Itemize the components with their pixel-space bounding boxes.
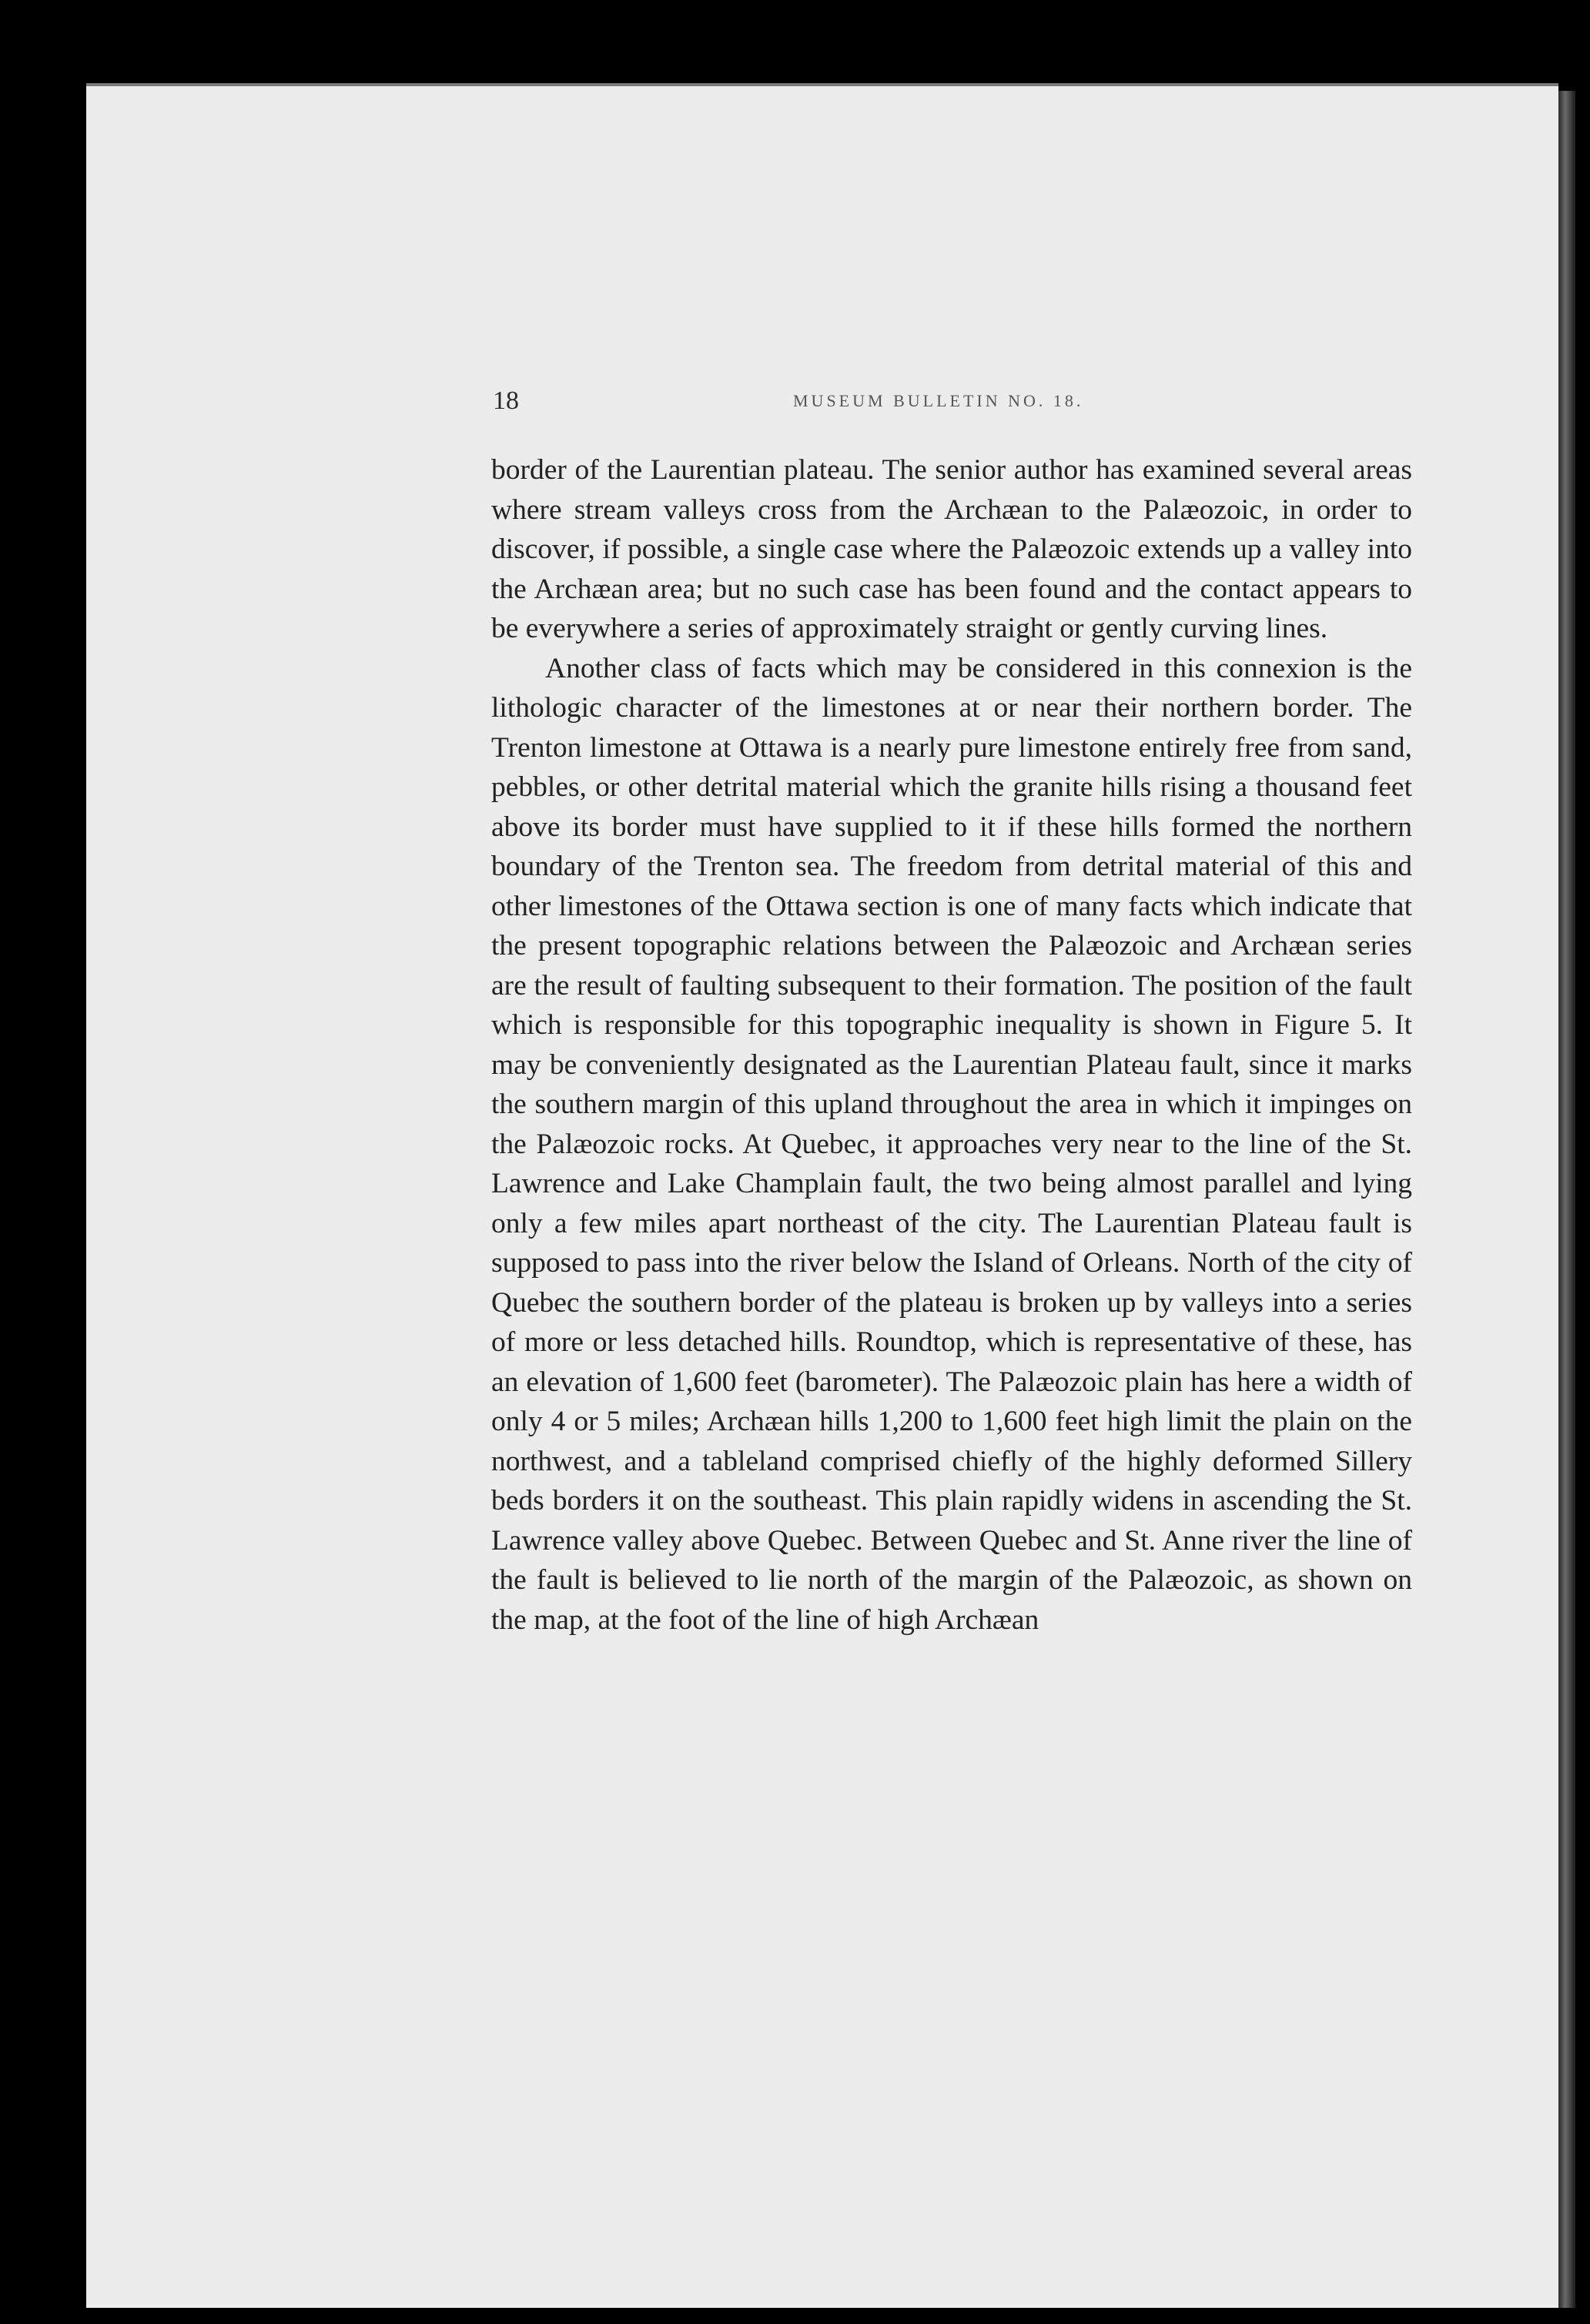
paragraph: border of the Laurentian plateau. The senior author has examined several areas where stream valleys cross from the Archæan to the Palæozoic, in order to discover, if possible, a single case where the Palæozoic extends up a valley into the Archæan area; but no such case has been found and the contact appears to be everywhere a series of approximately straight or gently curving lines. <box>491 454 1412 644</box>
page-header <box>493 386 1417 420</box>
body-text <box>491 450 1412 1640</box>
paragraph: Another class of facts which may be considered in this connexion is the lithologic character of the limestones at or near their northern border. The Trenton limestone at Ottawa is a nearly pure limestone entirely free from sand, pebbles, or other detrital material which the granite hills rising a thousand feet above its border must have supplied to it if these hills formed the northern boundary of the Trenton sea. The freedom from detrital material of this and other limestones of the Ottawa section is one of many facts which indicate that the present topographic relations between the Palæozoic and Archæan series are the result of faulting subsequent to their formation. The position of the fault which is responsible for this topographic inequality is shown in Figure 5. It may be conveniently designated as the Laurentian Plateau fault, since it marks the southern margin of this upland throughout the area in which it impinges on the Palæozoic rocks. At Quebec, it approaches very near to the line of the St. Lawrence and Lake Champlain fault, the two being almost parallel and lying only a few miles apart northeast of the city. The Laurentian Plateau fault is supposed to pass into the river below the Island of Orleans. North of the city of Quebec the southern border of the plateau is broken up by valleys into a series of more or less detached hills. Roundtop, which is representative of these, has an elevation of 1,600 feet (barometer). The Palæozoic plain has here a width of only 4 or 5 miles; Archæan hills 1,200 to 1,600 feet high limit the plain on the northwest, and a tableland comprised chiefly of the highly deformed Sillery beds borders it on the southeast. This plain rapidly widens in ascending the St. Lawrence valley above Quebec. Between Quebec and St. Anne river the line of the fault is believed to lie north of the margin of the Palæozoic, as shown on the map, at the foot of the line of high Archæan <box>491 652 1412 1636</box>
running-head: MUSEUM BULLETIN NO. 18. <box>793 391 1084 410</box>
book-spine-edge <box>1558 91 1575 2308</box>
page-number: 18 <box>493 386 519 415</box>
